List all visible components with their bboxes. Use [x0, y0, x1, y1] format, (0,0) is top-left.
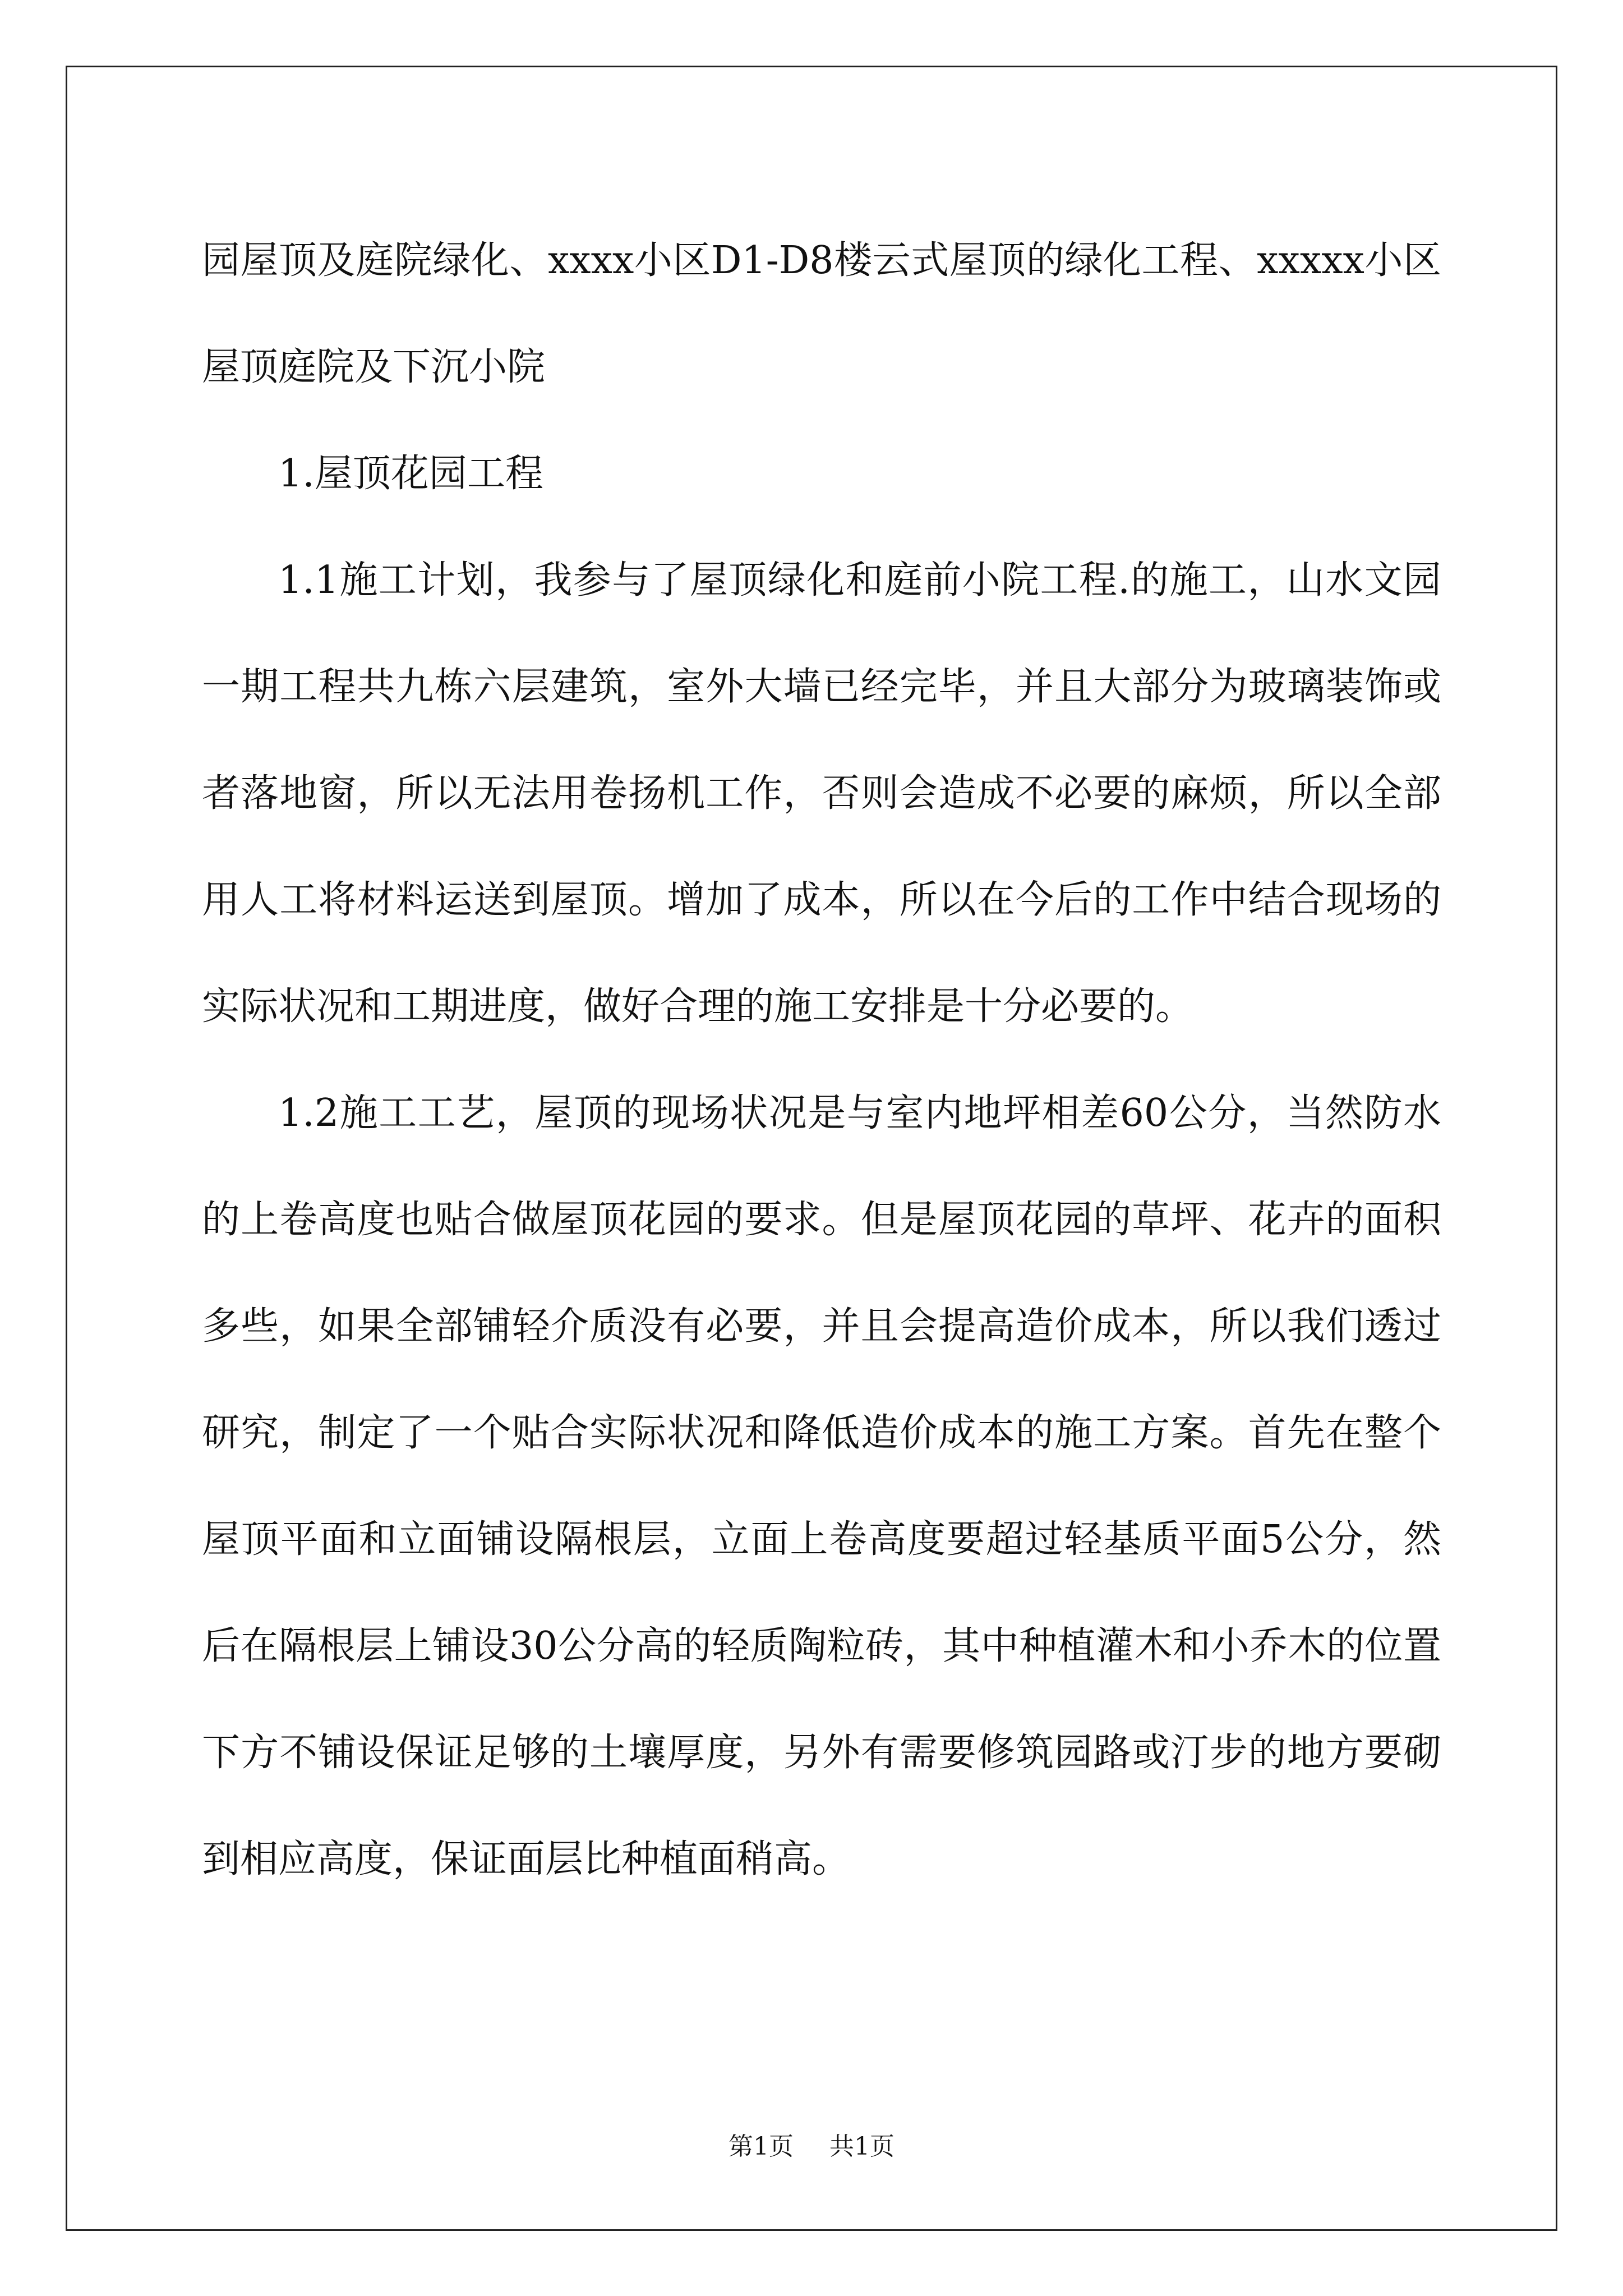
page-number-total: 共1页: [829, 2132, 895, 2161]
paragraph-construction-process: 1.2施工工艺，屋顶的现场状况是与室内地坪相差60公分，当然防水的上卷高度也贴合做屋顶花园的要求。但是屋顶花园的草坪、花卉的面积多些，如果全部铺轻介质没有必要，并且会提高造价成本，所以我们透过研究，制定了一个贴合实际状况和降低造价成本的施工方案。首先在整个屋顶平面和立面铺设隔根层，立面上卷高度要超过轻基质平面5公分，然后在隔根层上铺设30公分高的轻质陶粒砖，其中种植灌木和小乔木的位置下方不铺设保证足够的土壤厚度，另外有需要修筑园路或汀步的地方要砌到相应高度，保证面层比种植面稍高。: [202, 1091, 1441, 1881]
page-number-current: 第1页: [728, 2132, 794, 2161]
paragraph-construction-plan: 1.1施工计划，我参与了屋顶绿化和庭前小院工程.的施工，山水文园一期工程共九栋六层建筑，室外大墙已经完毕，并且大部分为玻璃装饰或者落地窗，所以无法用卷扬机工作，否则会造成不必要的麻烦，所以全部用人工将材料运送到屋顶。增加了成本，所以在今后的工作中结合现场的实际状况和工期进度，做好合理的施工安排是十分必要的。: [202, 558, 1441, 1029]
section-heading: 1.屋顶花园工程: [278, 452, 543, 496]
document-body: [202, 208, 1441, 1913]
paragraph-intro: 园屋顶及庭院绿化、xxxx小区D1-D8楼云式屋顶的绿化工程、xxxxx小区屋顶庭院及下沉小院: [202, 238, 1441, 389]
page-footer: [0, 2126, 1623, 2162]
